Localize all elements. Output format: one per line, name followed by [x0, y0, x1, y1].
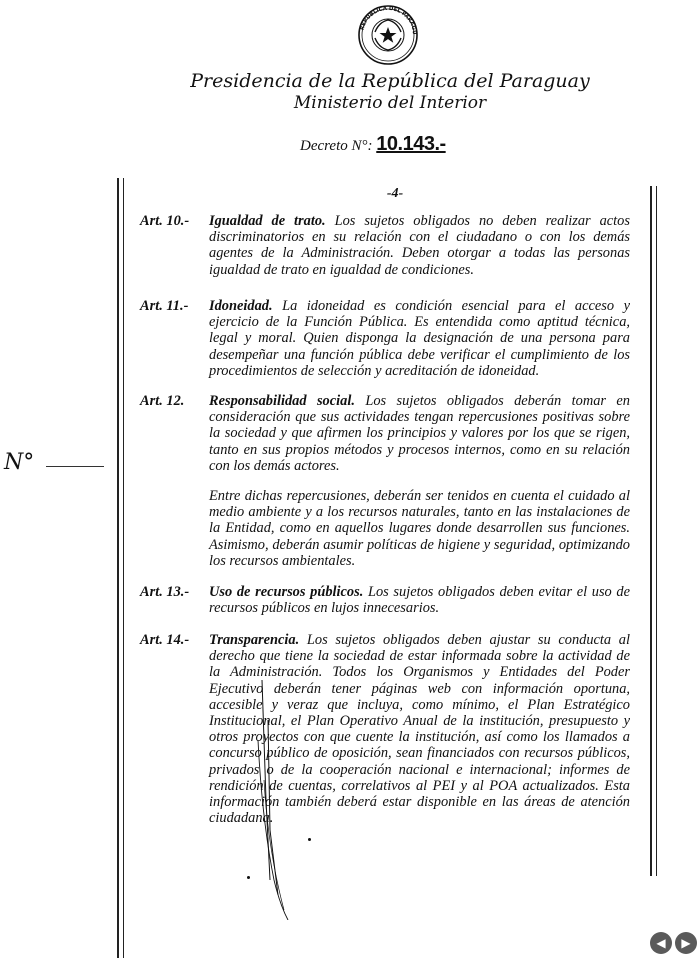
signature-strokes: [240, 680, 320, 920]
article-title: Idoneidad.: [209, 298, 273, 314]
left-border-rule-inner: [123, 178, 124, 958]
article-label: Art. 11.-: [140, 298, 189, 314]
next-arrow-icon: ▶: [681, 936, 691, 950]
article-title: Responsabilidad social.: [209, 393, 355, 409]
article-text: Los sujetos obligados deben ajustar su conducta al derecho que tiene la sociedad de estar informada sobre la actividad de la Administración. Todos los Organismos y Entidades del Poder Ejecutivo deberán tener páginas web con información oportuna, accesible y veraz que incluya, como mínimo, el Plan Estratégico Institucional, el Plan Operativo Anual de la institución, presupuesto y otros proyectos con que cuente la institución, así como los llamados a concurso público de oposición, sean financiados con recursos públicos, privados o de la cooperación nacional e internacional; informes de rendición de cuentas, correlativos al PEI y al POA actualizados. Esta información también deberá estar disponible en las áreas de atención ciudadana.: [209, 632, 630, 827]
prev-page-button[interactable]: [650, 932, 672, 954]
page-number: -4-: [386, 186, 404, 201]
article-label: Art. 12.: [140, 393, 185, 409]
ministry-heading: Ministerio del Interior: [293, 93, 487, 113]
article-text: Los sujetos obligados deberán tomar en consideración que sus actividades tengan repercusiones positivas sobre la sociedad y que afirmen los principios y valores por los que se rigen, tanto en sus propios métodos y procesos internos, como en su relación con los demás actores.: [209, 393, 631, 474]
margin-number-line: [46, 466, 104, 467]
article-11: [140, 298, 630, 379]
decree-label: Decreto N°:: [300, 138, 373, 154]
left-border-rule-outer: [117, 178, 119, 958]
article-12-paragraph-2: Entre dichas repercusiones, deberán ser tenidos en cuenta el cuidado al medio ambiente y a los recursos naturales, tanto en las instalaciones de la Entidad, como en aquellos lugares donde desarrollen sus funciones. Asimismo, deberán asumir políticas de higiene y seguridad, optimizando los recursos ambientales.: [209, 488, 630, 569]
article-14: [140, 632, 630, 826]
article-label: Art. 10.-: [140, 213, 190, 229]
next-page-button[interactable]: [675, 932, 697, 954]
article-text: La idoneidad es condición esencial para el acceso y ejercicio de la Función Pública. Es entendida como aptitud técnica, legal y moral. Quien disponga la designación de una persona para desempeñar una función pública debe verificar el cumplimiento de los procedimientos de selección y acreditación de idoneidad.: [209, 298, 630, 379]
right-border-rule-inner: [656, 186, 657, 876]
article-text: Los sujetos obligados no deben realizar actos discriminatorios en su relación con el ciudadano o con los demás agentes de la Administración. Deben otorgar a todas las personas igualdad de trato en igualdad de condiciones.: [209, 213, 630, 278]
article-title: Igualdad de trato.: [209, 213, 326, 229]
article-label: Art. 13.-: [140, 584, 190, 600]
article-label: Art. 14.-: [140, 632, 190, 648]
article-title: Uso de recursos públicos.: [209, 584, 364, 600]
seal-text: REPUBLICA DEL PARAGU: [359, 5, 418, 35]
margin-number-label: N°: [4, 450, 35, 475]
decree-number: 10.143.-: [376, 133, 446, 155]
presidency-heading: Presidencia de la República del Paraguay: [190, 70, 590, 92]
right-border-rule-outer: [650, 186, 652, 876]
prev-arrow-icon: ◀: [656, 936, 666, 950]
article-title: Transparencia.: [209, 632, 300, 648]
ink-dot: [308, 838, 311, 841]
republic-seal-icon: [353, 4, 423, 66]
decree-reference: [300, 133, 446, 156]
ink-dot: [247, 876, 250, 879]
article-10: [140, 213, 630, 278]
article-text: Los sujetos obligados deben evitar el uso de recursos públicos en lujos innecesarios.: [209, 584, 630, 617]
article-13: [140, 584, 630, 616]
article-12: [140, 393, 630, 474]
